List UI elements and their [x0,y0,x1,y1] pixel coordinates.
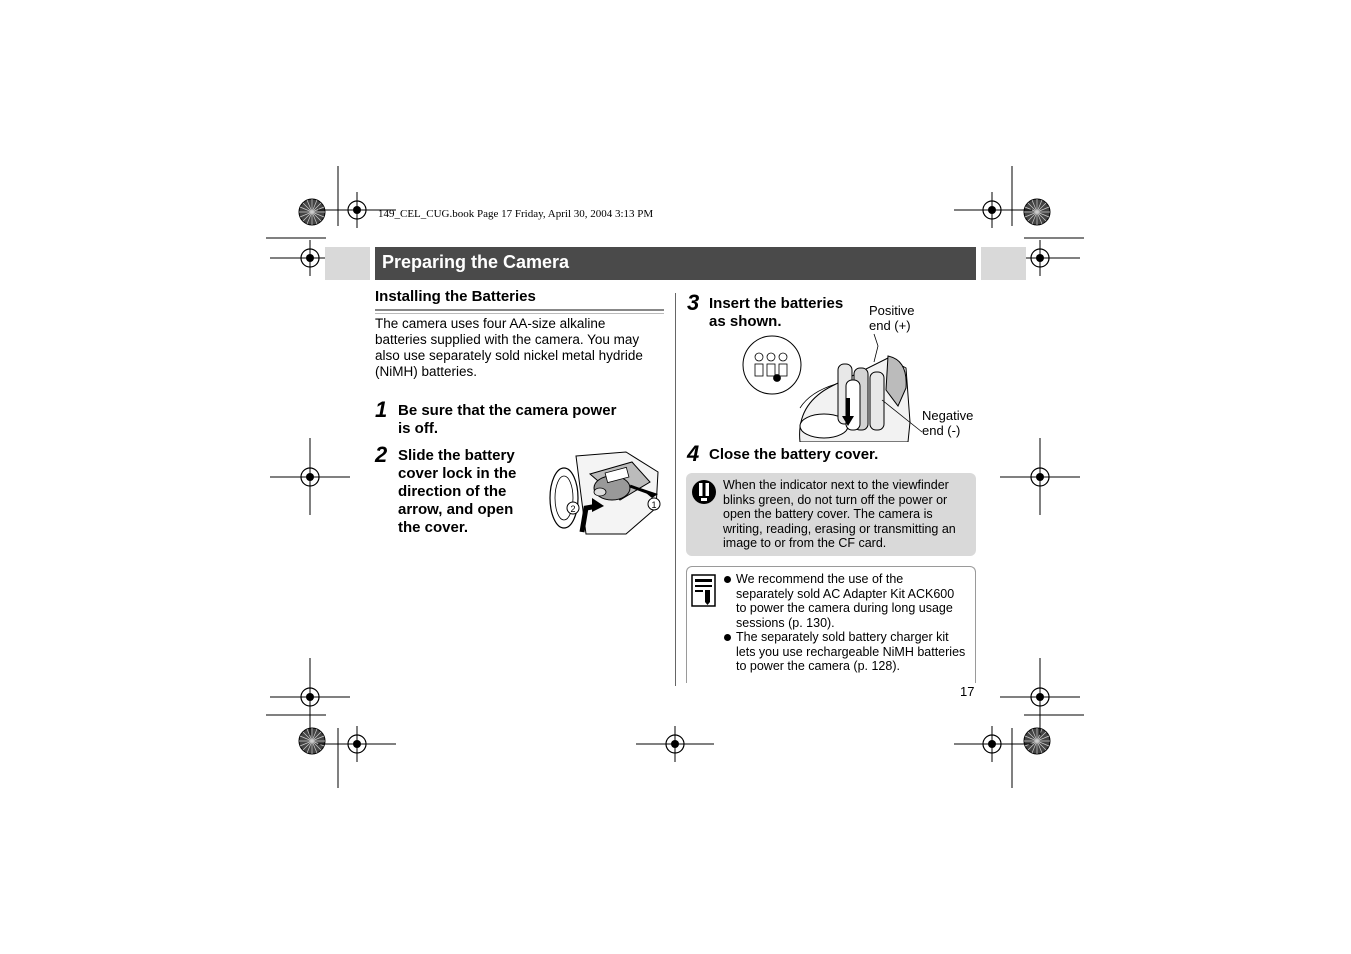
step-line: cover lock in the [398,465,517,482]
step-2-text [398,447,548,537]
column-divider [675,293,676,686]
step-2-number: 2 [375,442,388,467]
label-line: Positive [869,303,915,318]
caution-icon [691,479,717,505]
intro-paragraph [375,316,667,380]
note-line: sessions (p. 130). [736,615,835,630]
intro-line: batteries supplied with the camera. You may [375,332,640,347]
section-rule [375,309,664,311]
step-line: direction of the [398,483,507,500]
note-list [736,572,968,674]
negative-end-label [922,408,973,438]
step-line: Insert the batteries [709,295,844,312]
step-line: Slide the battery [398,447,515,464]
note-item [736,572,968,630]
note-line: The separately sold battery charger kit [736,630,949,644]
label-line: end (-) [922,423,961,438]
marker-1: 1 [651,500,657,510]
step-4-number: 4 [687,441,700,466]
section-title: Installing the Batteries [375,288,536,305]
note-line: to power the camera (p. 128). [736,659,900,673]
step-line: the cover. [398,519,469,536]
step-3-number: 3 [687,290,700,315]
note-line: lets you use rechargeable NiMH batteries [736,644,966,659]
print-slug: 149_CEL_CUG.book Page 17 Friday, April 30, 2004 3:13 PM [378,208,654,220]
step-line: Close the battery cover. [709,446,879,463]
battery-insertion-illustration [740,328,925,442]
intro-line: (NiMH) batteries. [375,364,478,379]
caution-line: blinks green, do not turn off the power or [723,492,948,507]
label-line: end (+) [869,318,911,333]
page-title: Preparing the Camera [382,252,570,272]
step-4-text [709,446,969,464]
right-page-tab [981,247,1026,280]
label-line: Negative [922,408,974,423]
note-line: We recommend the use of the [736,572,904,586]
caution-text [723,478,971,551]
caution-line: open the battery cover. The camera is [723,507,933,521]
step-line: Be sure that the camera power [398,402,617,419]
step-line: is off. [398,420,438,437]
intro-line: The camera uses four AA-size alkaline [375,316,606,331]
step-1-number: 1 [375,397,388,422]
page-number: 17 [960,684,975,699]
caution-line: writing, reading, erasing or transmitting an [723,521,956,536]
caution-line: When the indicator next to the viewfinder [723,478,949,492]
step-1-text [398,402,668,438]
intro-line: also use separately sold nickel metal hydride [375,348,643,363]
note-icon [691,574,717,608]
section-rule-thin [375,313,664,314]
note-line: separately sold AC Adapter Kit ACK600 [736,586,955,601]
note-item [736,630,968,674]
step-3-text [709,295,869,331]
left-page-tab [325,247,370,280]
step-line: arrow, and open [398,501,514,518]
note-line: to power the camera during long usage [736,601,953,615]
caution-line: image to or from the CF card. [723,536,887,550]
battery-cover-illustration [546,448,666,536]
marker-2: 2 [570,504,576,514]
step-line: as shown. [709,313,782,330]
